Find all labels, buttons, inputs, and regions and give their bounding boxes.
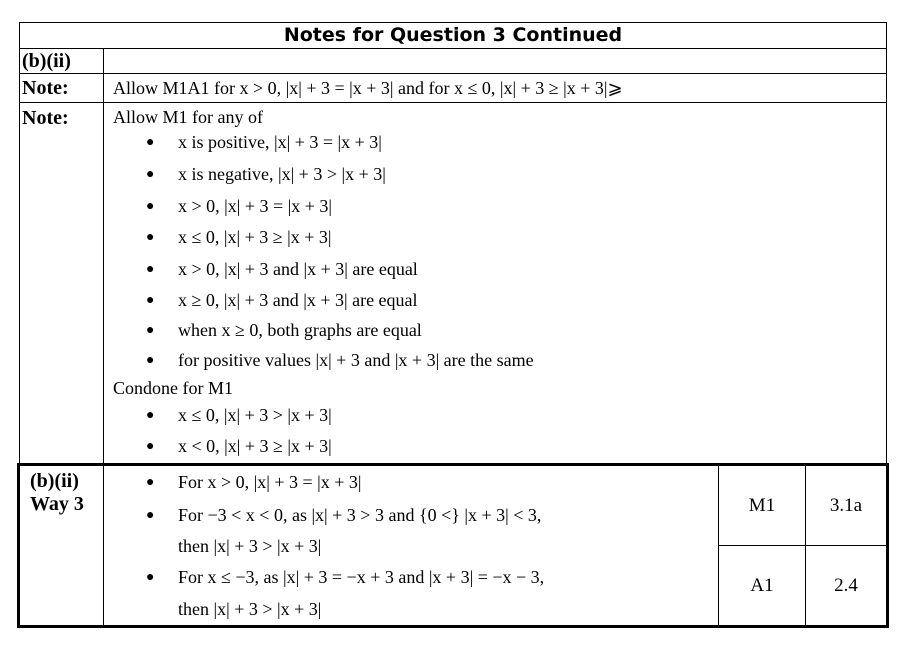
- way3-label-method: Way 3: [30, 493, 84, 515]
- list-item: x > 0, |x| + 3 = |x + 3|: [178, 196, 333, 216]
- way3-box-right: [886, 463, 889, 628]
- list-item: x ≥ 0, |x| + 3 and |x + 3| are equal: [178, 290, 418, 310]
- row2-label: Note:: [22, 77, 69, 99]
- way3-line: For x ≤ −3, as |x| + 3 = −x + 3 and |x + 3| = −x − 3,: [178, 567, 545, 587]
- list-item: x is positive, |x| + 3 = |x + 3|: [178, 132, 382, 152]
- bullet-icon: ●: [146, 293, 155, 308]
- title-divider: [19, 48, 887, 49]
- way3-line: then |x| + 3 > |x + 3|: [178, 599, 322, 619]
- list-item: x ≤ 0, |x| + 3 > |x + 3|: [178, 405, 332, 425]
- table-right-border: [886, 22, 887, 464]
- bullet-icon: ●: [146, 323, 155, 338]
- mark-m1: M1: [748, 495, 776, 516]
- way3-label-divider: [103, 466, 104, 625]
- bullet-icon: ●: [146, 570, 155, 585]
- way3-mark-row-divider: [718, 545, 886, 546]
- bullet-icon: ●: [146, 199, 155, 214]
- ao-2-4: 2.4: [834, 575, 858, 596]
- row1-label: (b)(ii): [22, 50, 71, 72]
- way3-box-left: [17, 463, 20, 628]
- list-item: x ≤ 0, |x| + 3 ≥ |x + 3|: [178, 227, 332, 247]
- list-item: x is negative, |x| + 3 > |x + 3|: [178, 164, 386, 184]
- ao-3-1a: 3.1a: [829, 495, 863, 516]
- row2-text: Allow M1A1 for x > 0, |x| + 3 = |x + 3| and for x ≤ 0, |x| + 3 ≥ |x + 3|⩾: [113, 78, 623, 98]
- row-divider-1: [19, 73, 887, 74]
- bullet-icon: ●: [146, 135, 155, 150]
- way3-label-part: (b)(ii): [30, 470, 79, 492]
- way3-line: For −3 < x < 0, as |x| + 3 > 3 and {0 <} |x + 3| < 3,: [178, 505, 542, 525]
- row-divider-2: [19, 102, 887, 103]
- list-item: when x ≥ 0, both graphs are equal: [178, 320, 422, 340]
- bullet-icon: ●: [146, 167, 155, 182]
- list-item: for positive values |x| + 3 and |x + 3| are the same: [178, 350, 534, 370]
- bullet-icon: ●: [146, 353, 155, 368]
- condone-heading: Condone for M1: [113, 378, 233, 398]
- row3-intro: Allow M1 for any of: [113, 107, 263, 127]
- table-left-border: [19, 22, 20, 464]
- list-item: x > 0, |x| + 3 and |x + 3| are equal: [178, 259, 418, 279]
- way3-line: For x > 0, |x| + 3 = |x + 3|: [178, 472, 362, 492]
- way3-line: then |x| + 3 > |x + 3|: [178, 536, 322, 556]
- bullet-icon: ●: [146, 262, 155, 277]
- bullet-icon: ●: [146, 475, 155, 490]
- list-item: x < 0, |x| + 3 ≥ |x + 3|: [178, 436, 332, 456]
- page-title: Notes for Question 3 Continued: [283, 24, 623, 46]
- mark-a1: A1: [750, 575, 774, 596]
- row3-label: Note:: [22, 107, 69, 129]
- bullet-icon: ●: [146, 408, 155, 423]
- label-column-divider: [103, 48, 104, 464]
- bullet-icon: ●: [146, 508, 155, 523]
- way3-box-top: [17, 463, 889, 466]
- bullet-icon: ●: [146, 230, 155, 245]
- way3-box-bottom: [17, 625, 889, 628]
- bullet-icon: ●: [146, 439, 155, 454]
